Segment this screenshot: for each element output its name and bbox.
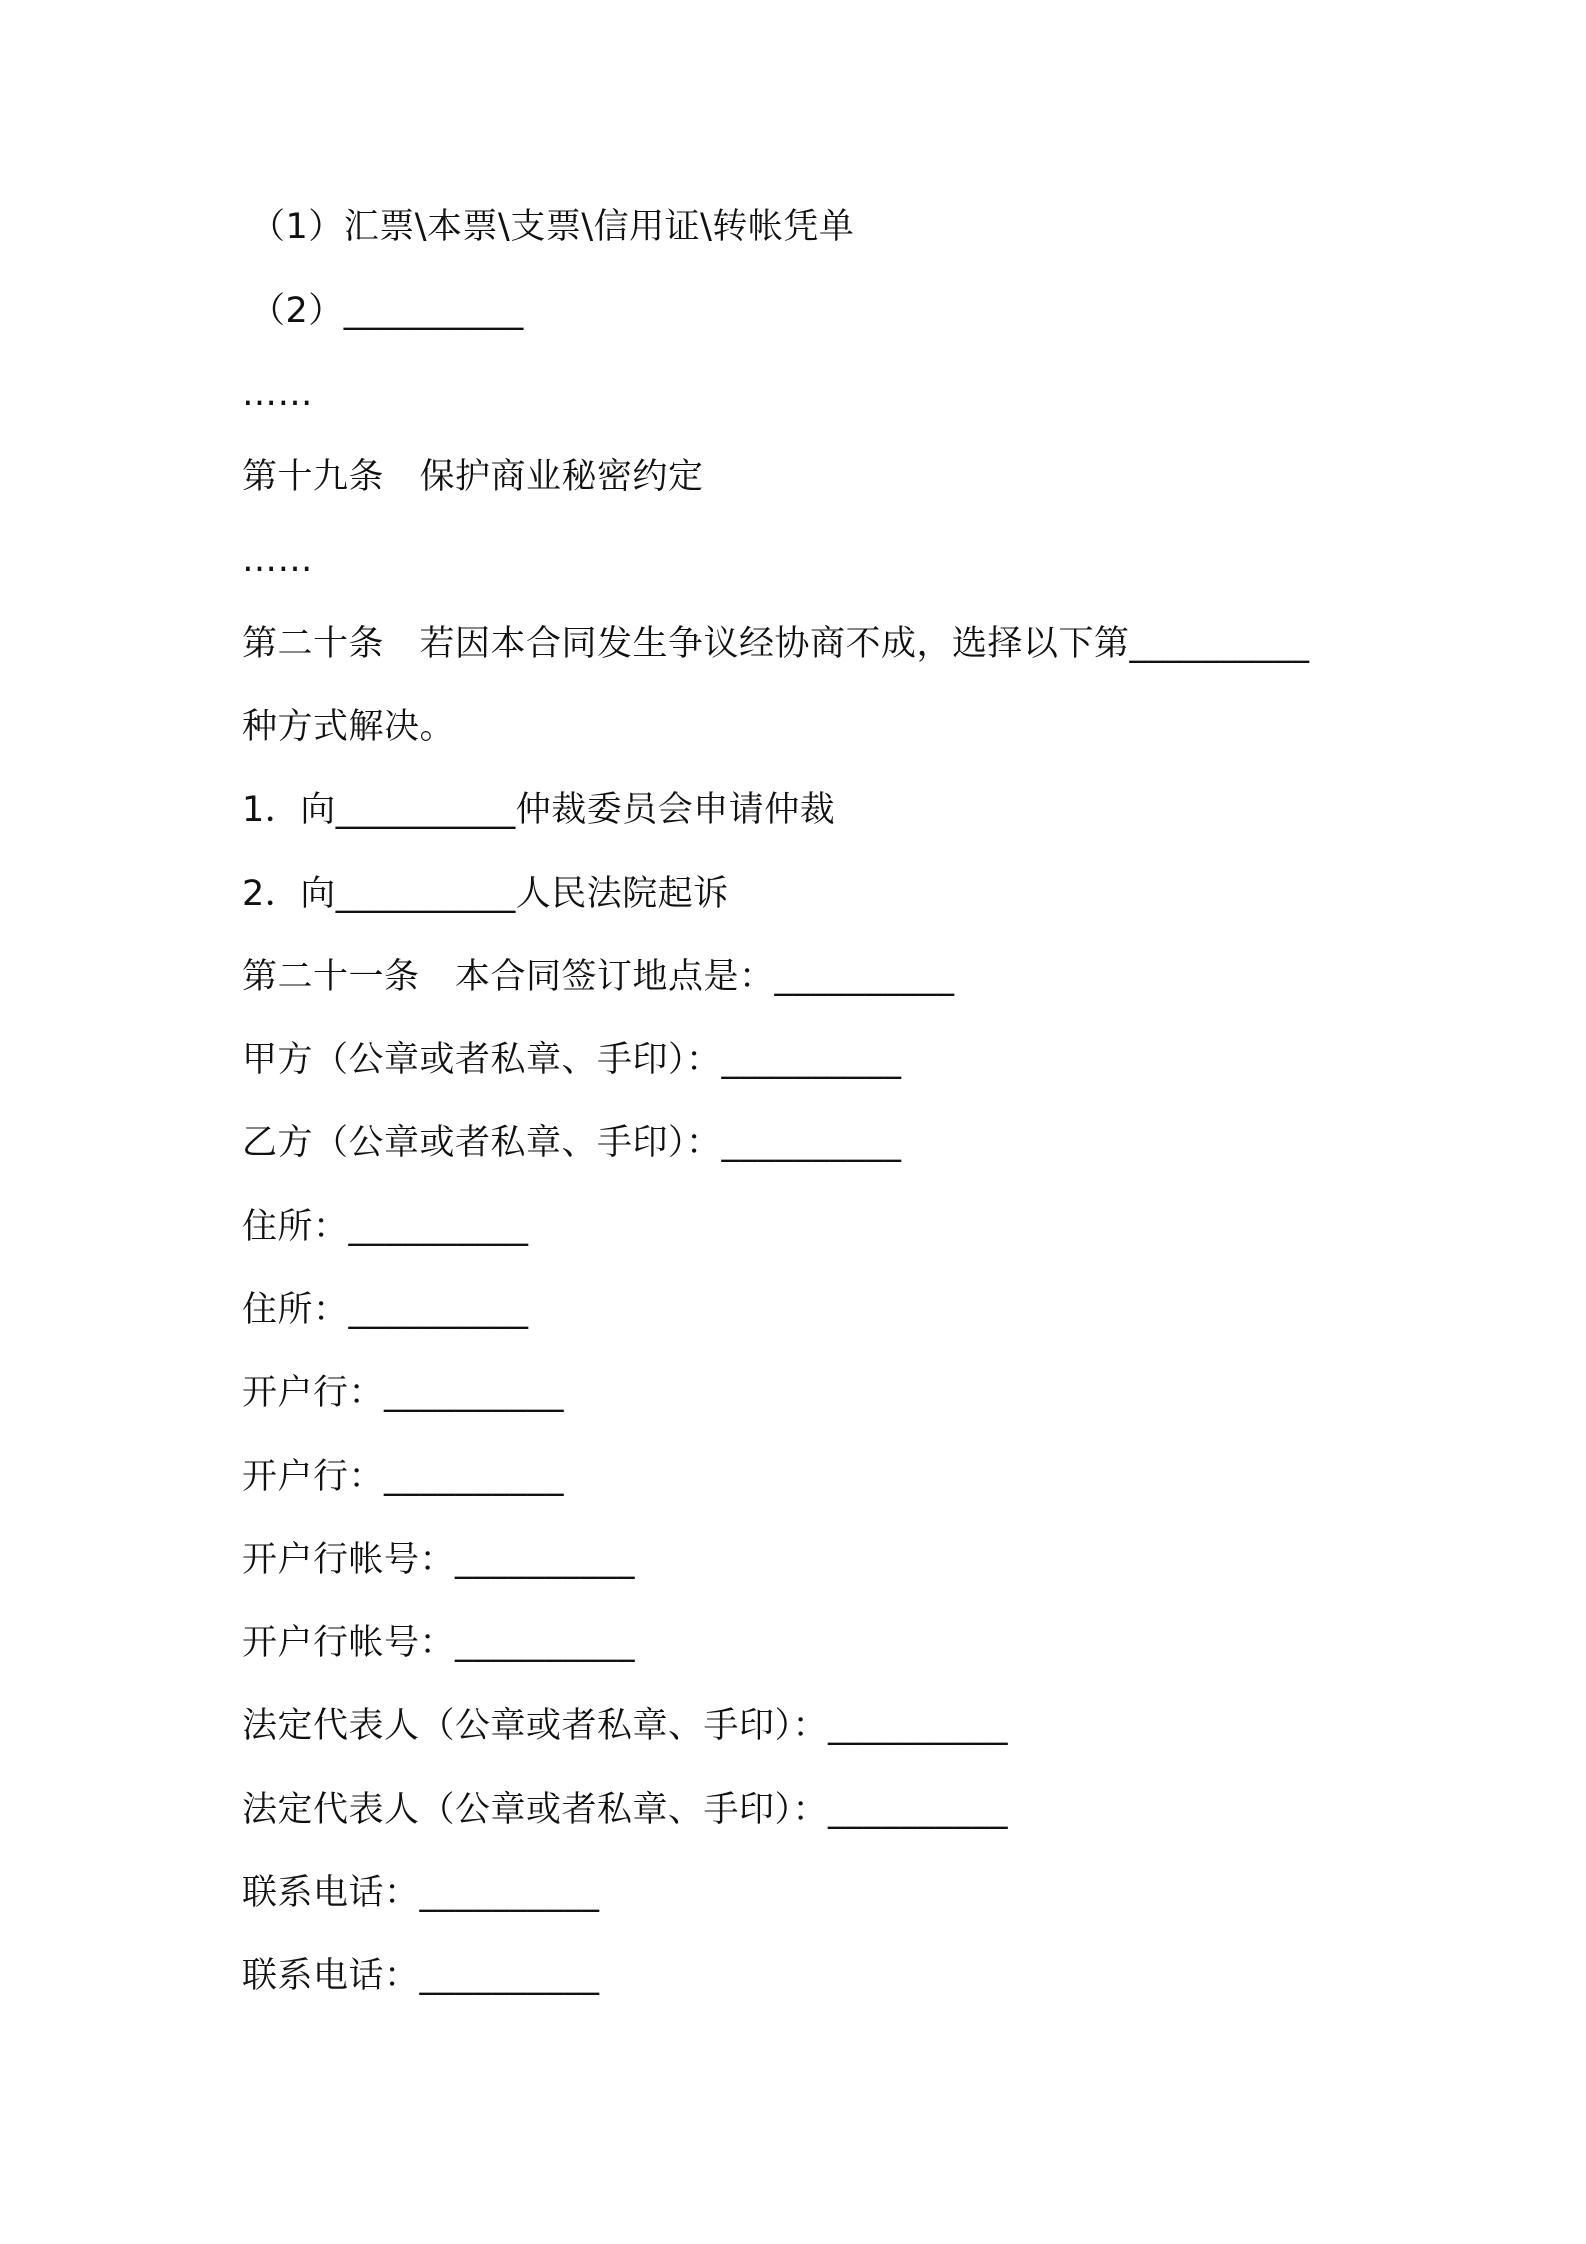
party-b-bank-account: 开户行帐号：__________ [242, 1623, 636, 1663]
party-a-seal: 甲方（公章或者私章、手印）：__________ [242, 1040, 902, 1080]
party-a-legal-rep: 法定代表人（公章或者私章、手印）：__________ [242, 1706, 1009, 1746]
article-19-heading: 第十九条 保护商业秘密约定 [242, 457, 704, 497]
article-20-text: 第二十条 若因本合同发生争议经协商不成，选择以下第__________ [242, 624, 1310, 664]
article-21-signing-place: 第二十一条 本合同签订地点是：__________ [242, 957, 955, 997]
party-a-phone: 联系电话：__________ [242, 1873, 600, 1913]
dispute-option-litigation: 2．向__________人民法院起诉 [242, 874, 729, 914]
dispute-option-arbitration: 1．向__________仲裁委员会申请仲裁 [242, 790, 836, 830]
party-a-bank-account: 开户行帐号：__________ [242, 1540, 636, 1580]
party-b-legal-rep: 法定代表人（公章或者私章、手印）：__________ [242, 1790, 1009, 1830]
party-b-seal: 乙方（公章或者私章、手印）：__________ [242, 1123, 902, 1163]
ellipsis-1: …… [242, 374, 313, 414]
party-a-address: 住所：__________ [242, 1207, 529, 1247]
party-b-address: 住所：__________ [242, 1290, 529, 1330]
payment-method-option-1: （1）汇票\本票\支票\信用证\转帐凭单 [250, 207, 855, 247]
party-b-phone: 联系电话：__________ [242, 1956, 600, 1996]
party-b-bank: 开户行：__________ [242, 1457, 565, 1497]
article-20-continuation: 种方式解决。 [242, 707, 456, 747]
payment-method-option-2: （2）__________ [250, 291, 524, 331]
party-a-bank: 开户行：__________ [242, 1373, 565, 1413]
ellipsis-2: …… [242, 540, 313, 580]
